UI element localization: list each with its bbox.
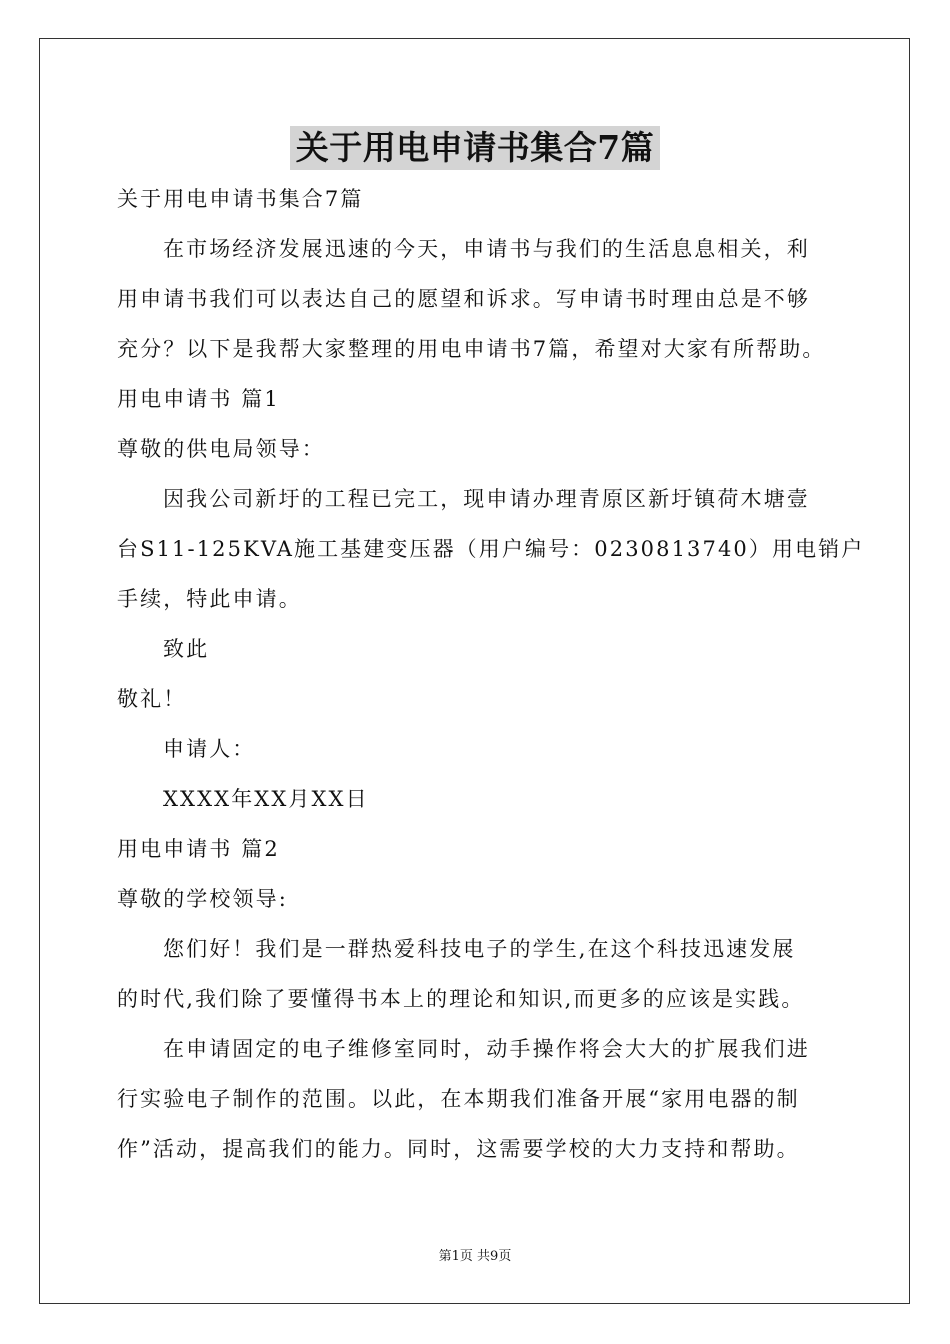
text-line: 致此 [163, 637, 210, 661]
text-line: 在市场经济发展迅速的今天，申请书与我们的生活息息相关，利 [163, 237, 810, 261]
text-line: 行实验电子制作的范围。以此，在本期我们准备开展“家用电器的制 [117, 1087, 800, 1111]
text-line: 您们好！我们是一群热爱科技电子的学生,在这个科技迅速发展 [163, 937, 796, 961]
text-line: XXXX年XX月XX日 [163, 787, 369, 811]
text-line: 尊敬的学校领导: [117, 887, 288, 911]
text-line: 手续，特此申请。 [117, 587, 302, 611]
text-line: 的时代,我们除了要懂得书本上的理论和知识,而更多的应该是实践。 [117, 987, 805, 1011]
document-body [117, 174, 865, 1174]
text-line: 关于用电申请书集合7篇 [117, 187, 364, 211]
page-footer: 第1页 共9页 [438, 1249, 512, 1264]
text-line: 尊敬的供电局领导： [117, 437, 325, 461]
text-line: 台S11-125KVA施工基建变压器（用户编号：0230813740）用电销户 [117, 537, 865, 561]
text-line: 在申请固定的电子维修室同时，动手操作将会大大的扩展我们进 [163, 1037, 810, 1061]
text-line: 作”活动，提高我们的能力。同时，这需要学校的大力支持和帮助。 [117, 1137, 800, 1161]
text-line: 充分？以下是我帮大家整理的用电申请书7篇，希望对大家有所帮助。 [117, 337, 826, 361]
text-line: 用申请书我们可以表达自己的愿望和诉求。写申请书时理由总是不够 [117, 287, 810, 311]
title-container [0, 126, 950, 170]
text-line: 用电申请书 篇2 [117, 837, 280, 861]
text-line: 申请人： [163, 737, 256, 761]
text-line: 用电申请书 篇1 [117, 387, 280, 411]
text-line: 因我公司新圩的工程已完工，现申请办理青原区新圩镇荷木塘壹 [163, 487, 810, 511]
document-title: 关于用电申请书集合7篇 [290, 126, 660, 170]
text-line: 敬礼！ [117, 687, 187, 711]
